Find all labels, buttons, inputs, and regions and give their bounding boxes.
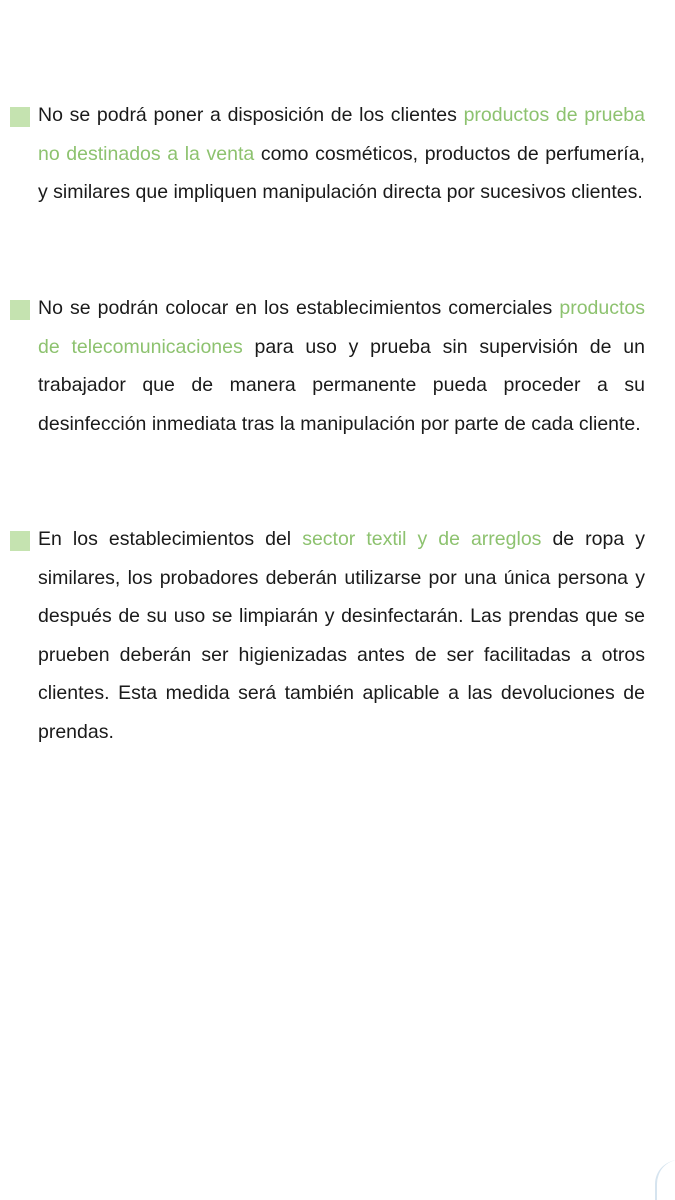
paragraph-1-text-before: No se podrá poner a disposición de los clientes: [38, 104, 464, 126]
square-bullet-icon: [10, 300, 30, 320]
paragraph-1-highlight: productos de prueba no destinados a la venta: [38, 104, 645, 165]
measure-paragraph-2: [38, 289, 645, 443]
paragraph-3-text-after: de ropa y similares, los probadores deberán utilizarse por una única persona y después de su uso se limpiarán y desinfectarán. Las prendas que se prueben deberán ser higienizadas antes de ser facilitadas a otros clientes. Esta medida será también aplicable a las devoluciones de prendas.: [38, 528, 645, 743]
paragraph-2-highlight: productos de telecomunicaciones: [38, 297, 645, 358]
paragraph-1-text-after: como cosméticos, productos de perfumería, y similares que impliquen manipulación directa por sucesivos clientes.: [38, 142, 645, 203]
paragraph-3-highlight: sector textil y de arreglos: [302, 528, 542, 550]
paragraph-2-text-after: para uso y prueba sin supervisión de un trabajador que de manera permanente pueda proceder a su desinfección inmediata tras la manipulación por parte de cada cliente.: [38, 335, 645, 435]
page-curl-icon: [655, 1160, 675, 1200]
paragraph-2-text-before: No se podrán colocar en los establecimientos comerciales: [38, 297, 560, 319]
paragraph-3-text-before: En los establecimientos del: [38, 528, 303, 550]
measure-paragraph-3: [38, 520, 645, 751]
measure-paragraph-1: [38, 96, 645, 212]
square-bullet-icon: [10, 107, 30, 127]
square-bullet-icon: [10, 531, 30, 551]
